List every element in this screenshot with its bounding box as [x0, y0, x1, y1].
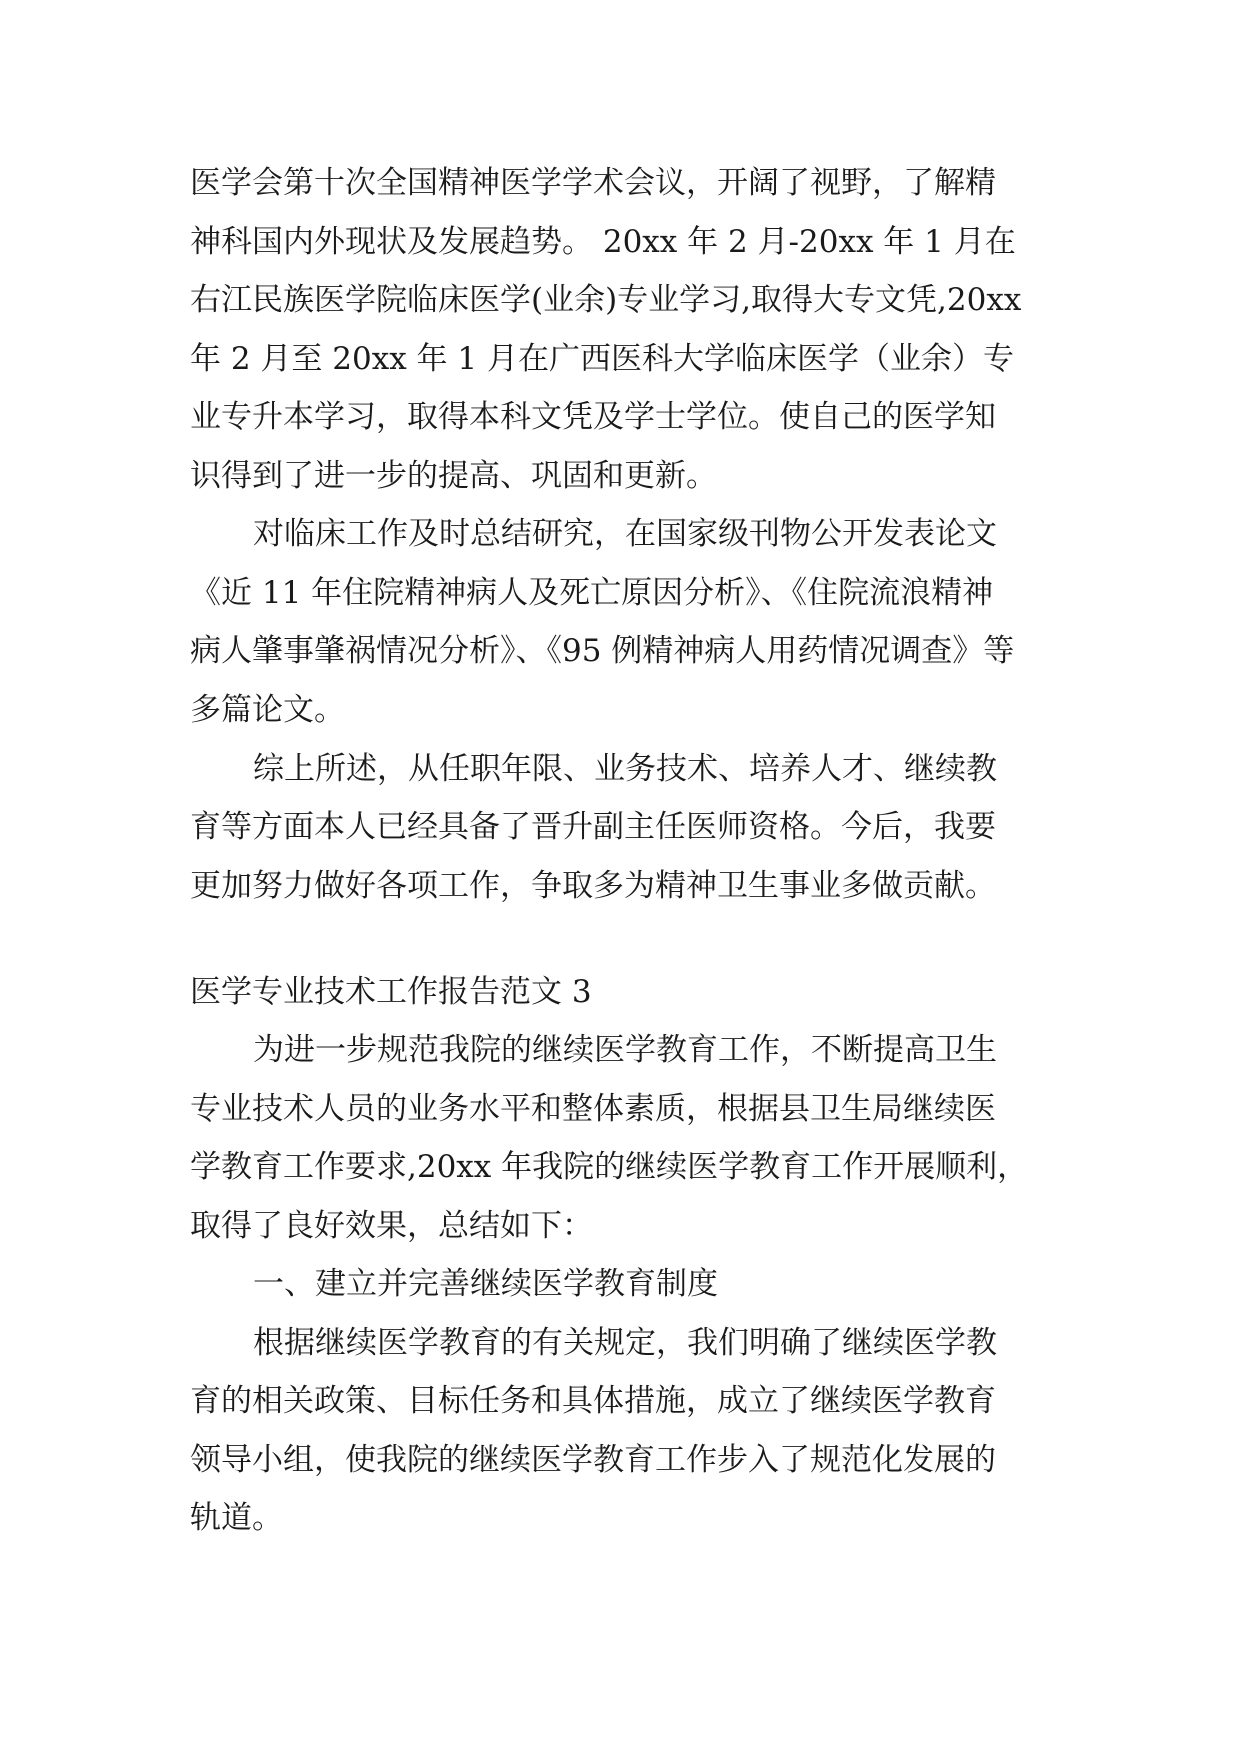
body-text-line: 轨道。: [190, 1500, 283, 1536]
subsection-heading: 一、建立并完善继续医学教育制度: [253, 1266, 718, 1302]
body-text-line: 病人肇事肇祸情况分析》、《95 例精神病人用药情况调查》等: [190, 633, 1015, 669]
body-text-line: 取得了良好效果，总结如下：: [190, 1208, 593, 1244]
body-text-line: 神科国内外现状及发展趋势。 20xx 年 2 月-20xx 年 1 月在: [190, 224, 1016, 260]
body-text-line: 领导小组，使我院的继续医学教育工作步入了规范化发展的: [190, 1442, 996, 1478]
paragraph-first-line: 综上所述，从任职年限、业务技术、培养人才、继续教: [253, 751, 997, 787]
body-text-line: 育等方面本人已经具备了晋升副主任医师资格。今后，我要: [190, 809, 996, 845]
body-text-line: 专业技术人员的业务水平和整体素质，根据县卫生局继续医: [190, 1091, 996, 1127]
body-text-line: 医学会第十次全国精神医学学术会议，开阔了视野，了解精: [190, 165, 996, 201]
body-text-line: 年 2 月至 20xx 年 1 月在广西医科大学临床医学（业余）专: [190, 341, 1014, 377]
section-heading: 医学专业技术工作报告范文 3: [190, 974, 592, 1010]
body-text-line: 学教育工作要求,20xx 年我院的继续医学教育工作开展顺利，: [190, 1149, 1029, 1185]
paragraph-first-line: 对临床工作及时总结研究，在国家级刊物公开发表论文: [253, 516, 997, 552]
body-text-line: 业专升本学习，取得本科文凭及学士学位。使自己的医学知: [190, 399, 996, 435]
body-text-line: 育的相关政策、目标任务和具体措施，成立了继续医学教育: [190, 1383, 996, 1419]
body-text-line: 《近 11 年住院精神病人及死亡原因分析》、《住院流浪精神: [190, 575, 994, 611]
body-text-line: 更加努力做好各项工作，争取多为精神卫生事业多做贡献。: [190, 868, 996, 904]
body-text-line: 多篇论文。: [190, 692, 345, 728]
paragraph-first-line: 根据继续医学教育的有关规定，我们明确了继续医学教: [253, 1325, 997, 1361]
body-text-line: 右江民族医学院临床医学(业余)专业学习,取得大专文凭,20xx: [190, 282, 1022, 318]
paragraph-first-line: 为进一步规范我院的继续医学教育工作，不断提高卫生: [253, 1032, 997, 1068]
body-text-line: 识得到了进一步的提高、巩固和更新。: [190, 458, 717, 494]
